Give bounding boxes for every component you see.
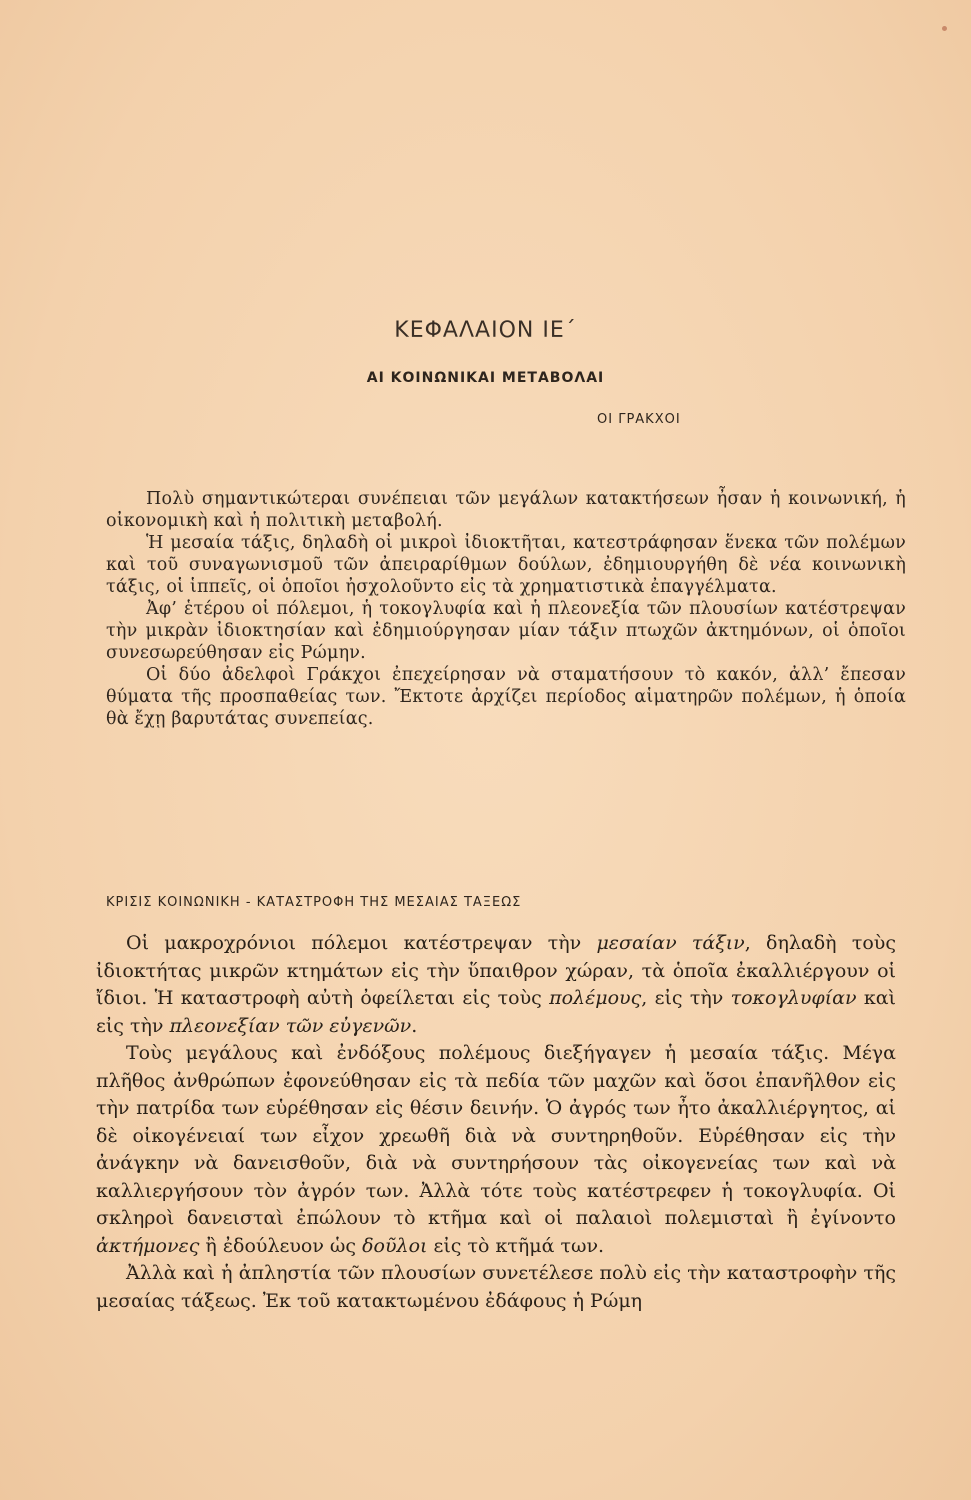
chapter-subtitle: ΑΙ ΚΟΙΝΩΝΙΚΑΙ ΜΕΤΑΒΟΛΑΙ bbox=[366, 370, 605, 386]
summary-paragraph: Οἱ δύο ἀδελφοὶ Γράκχοι ἐπεχείρησαν νὰ σταματήσουν τὸ κακόν, ἀλλ’ ἔπεσαν θύματα τῆς προσπαθείας των. Ἔκτοτε ἀρχίζει περίοδος αἱματηρῶν πολέμων, ἡ ὁποία θὰ ἔχῃ βαρυτάτας συνεπείας. bbox=[106, 665, 906, 729]
section-body bbox=[96, 930, 896, 1315]
body-paragraph bbox=[96, 1040, 896, 1260]
text-run: καὶ εἰς τὴν bbox=[96, 987, 896, 1037]
chapter-subtitle-secondary: ΟΙ ΓΡΑΚΧΟΙ bbox=[597, 412, 681, 427]
emphasis: ἀκτήμονες bbox=[96, 1234, 200, 1257]
emphasis: πολέμους bbox=[549, 987, 642, 1009]
emphasis: πλεονεξίαν τῶν εὐγενῶν bbox=[169, 1014, 412, 1037]
emphasis: τοκογλυφίαν bbox=[730, 987, 857, 1009]
summary-paragraph: Ἡ μεσαία τάξις, δηλαδὴ οἱ μικροὶ ἰδιοκτῆται, κατεστράφησαν ἕνεκα τῶν πολέμων καὶ τοῦ συναγωνισμοῦ τῶν ἀπειραρίθμων δούλων, ἐδημιουργήθη δὲ νέα κοινωνικὴ τάξις, οἱ ἱππεῖς, οἱ ὁποῖοι ἠσχολοῦντο εἰς τὰ χρηματιστικὰ ἐπαγγέλματα. bbox=[106, 533, 906, 597]
text-run: ἢ ἐδούλευον ὡς bbox=[199, 1234, 363, 1257]
text-run: , εἰς τὴν bbox=[641, 987, 731, 1009]
chapter-title: ΚΕΦΑΛΑΙΟΝ ΙΕ΄ bbox=[394, 318, 577, 343]
emphasis: δοῦλοι bbox=[362, 1234, 428, 1257]
text-run: . bbox=[411, 1014, 418, 1037]
emphasis: μεσαίαν τάξιν bbox=[596, 932, 745, 954]
section-heading: ΚΡΙΣΙΣ ΚΟΙΝΩΝΙΚΗ - ΚΑΤΑΣΤΡΟΦΗ ΤΗΣ ΜΕΣΑΙΑΣ ΤΑΞΕΩΣ bbox=[106, 895, 522, 910]
body-paragraph: Ἀλλὰ καὶ ἡ ἀπληστία τῶν πλουσίων συνετέλεσε πολὺ εἰς τὴν καταστροφὴν τῆς μεσαίας τάξεως. Ἐκ τοῦ κατακτωμένου ἐδάφους ἡ Ρώμη bbox=[96, 1262, 896, 1312]
text-run: Τοὺς μεγάλους καὶ ἐνδόξους πολέμους διεξήγαγεν ἡ μεσαία τάξις. Μέγα πλῆθος ἀνθρώπων ἐφονεύθησαν εἰς τὰ πεδία τῶν μαχῶν καὶ ὅσοι ἐπανῆλθον εἰς τὴν πατρίδα των εὑρέθησαν εἰς θέσιν δεινήν. Ὁ ἀγρός των ἦτο ἀκαλλιέργητος, αἱ δὲ οἰκογένειαί των εἶχον χρεωθῆ διὰ νὰ συντηρηθοῦν. Εὑρέθησαν εἰς τὴν ἀνάγκην νὰ δανεισθοῦν, διὰ νὰ συντηρήσουν τὰς οἰκογενείας των καὶ νὰ καλλιεργήσουν τὸν ἀγρόν των. Ἀλλὰ τότε τοὺς κατέστρεφεν ἡ τοκογλυφία. Οἱ σκληροὶ δανεισταὶ ἐπώλουν τὸ κτῆμα καὶ οἱ παλαιοὶ πολεμισταὶ ἢ ἐγίνοντο bbox=[96, 1042, 896, 1229]
text-run: , δηλαδὴ τοὺς ἰδιοκτήτας μικρῶν κτημάτων εἰς τὴν ὕπαιθρον χώραν, τὰ ὁποῖα ἐκαλλιέργουν οἱ ἴδιοι. Ἡ καταστροφὴ αὐτὴ ὀφείλεται εἰς τοὺς bbox=[96, 932, 896, 1009]
summary-paragraph: Πολὺ σημαντικώτεραι συνέπειαι τῶν μεγάλων κατακτήσεων ἦσαν ἡ κοινωνική, ἡ οἰκονομικὴ καὶ ἡ πολιτικὴ μεταβολή. bbox=[106, 489, 906, 531]
text-run: Οἱ μακροχρόνιοι πόλεμοι κατέστρεψαν τὴν bbox=[126, 932, 597, 954]
summary-paragraph: Ἀφ’ ἑτέρου οἱ πόλεμοι, ἡ τοκογλυφία καὶ ἡ πλεονεξία τῶν πλουσίων κατέστρεψαν τὴν μικρὰν ἰδιοκτησίαν καὶ ἐδημιούργησαν μίαν τάξιν πτωχῶν ἀκτημόνων, οἱ ὁποῖοι συνεσωρεύθησαν εἰς Ρώμην. bbox=[106, 599, 906, 663]
chapter-summary bbox=[106, 488, 906, 730]
body-paragraph bbox=[96, 930, 896, 1040]
text-run: εἰς τὸ κτῆμά των. bbox=[427, 1234, 605, 1257]
paper-spot bbox=[942, 26, 947, 31]
